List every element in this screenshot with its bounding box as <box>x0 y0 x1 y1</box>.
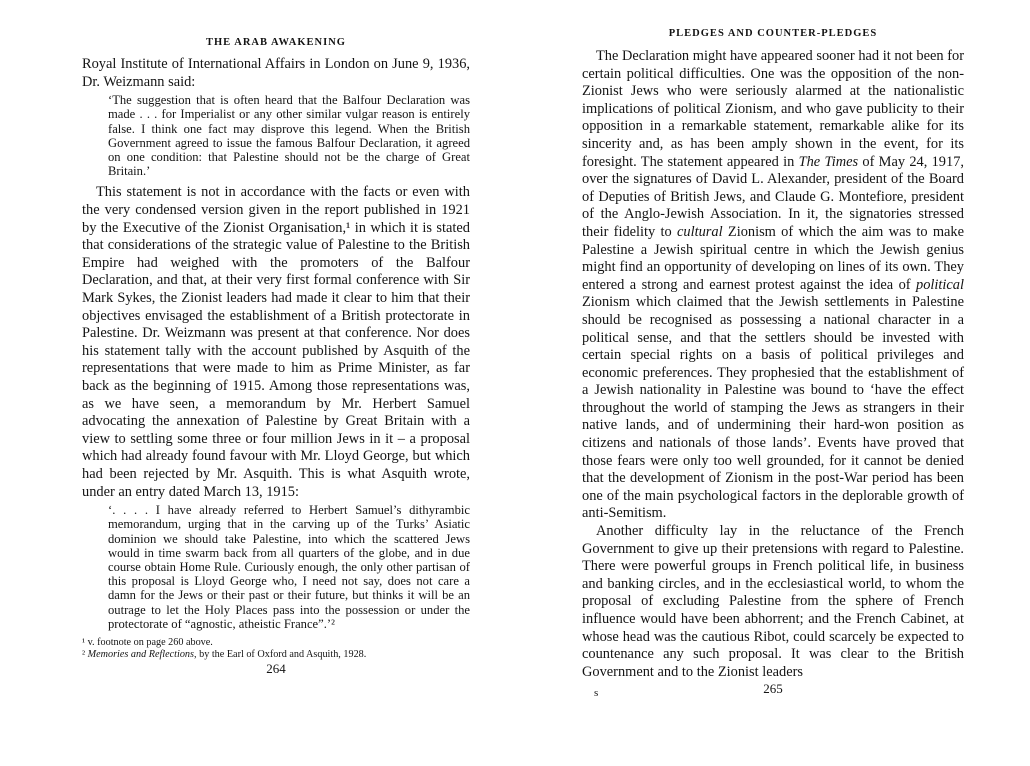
p1-part-d: Zionism which claimed that the Jewish settlements in Palestine should be recognised as possessing a national character in a political sense, and that the settlers should be invested with certain special rights on a basis of political privileges and economic preferences. They prophesied that the establishment of a Jewish nationality in Palestine was bound to ‘have the effect throughout the world of stamping the Jews as strangers in their native lands, and of undermining their hard-won position as citizens and nationals of those lands’. Events have proved that those fears were only too well grounded, for it cannot be denied that the development of Zionism in the post-War period has been one of the main psychological factors in the deplorable growth of anti-Semitism. <box>582 294 964 522</box>
signature-mark: s <box>594 687 599 700</box>
p1-cultural: cultural <box>677 223 723 240</box>
right-page <box>582 0 964 699</box>
body-paragraph-right-2: Another difficulty lay in the reluctance of the French Government to give up their pretensions with regard to Palestine. There were powerful groups in French political life, in business and banking circles, and in the ecclesiastical world, to whom the proposal of excluding Palestine from the sphere of French influence would have been abhorrent; and the French Cabinet, at whose head was the cautious Ribot, could scarcely be expected to countenance any such proposal. It was clear to the British Government and to the Zionist leaders <box>582 523 964 680</box>
p1-political: political <box>916 276 964 293</box>
opening-text: Royal Institute of International Affairs in London on June 9, 1936, Dr. Weizmann said: <box>82 56 470 90</box>
footnote-2-mark: ² <box>82 648 88 660</box>
body-paragraph-left: This statement is not in accordance with the facts or even with the very condensed version given in the report published in 1921 by the Executive of the Zionist Organisation,¹ in which it is stated that considerations of the strategic value of Palestine to the British Empire had weighed with the promoters of the Balfour Declaration, and that, at their very first formal conference with Sir Mark Sykes, the Zionist leaders had made it clear to him that their objectives envisaged the establishment of a British protectorate in Palestine. Dr. Weizmann was present at that conference. Nor does his statement tally with the account published by Asquith of the representations that were made to him as Prime Minister, as far back as the beginning of 1915. Among those representations was, as we have seen, a memorandum by Mr. Herbert Samuel advocating the annexation of Palestine by Great Britain with a view to settling some three or four million Jews in it – a proposal which had already found favour with Mr. Lloyd George, but which had been rejected by Mr. Asquith. This is what Asquith wrote, under an entry dated March 13, 1915: <box>82 184 470 500</box>
p1-part-a: The Declaration might have appeared sooner had it not been for certain political difficulties. One was the opposition of the non-Zionist Jews who were seriously alarmed at the nationalistic implications of political Zionism, and who gave publicity to their opposition in a remarkable statement, remarkable alike for its sincerity and, as has been amply shown in the event, for its foresight. The statement appeared in <box>582 48 964 170</box>
weizmann-quote: ‘The suggestion that is often heard that the Balfour Declaration was made . . . for Imperialist or any other similar vulgar reason is entirely false. I think one fact may disprove this legend. When the British Government agreed to issue the famous Balfour Declaration, it agreed on one condition: that Palestine should not be the charge of Great Britain.’ <box>108 93 470 179</box>
page-number-left: 264 <box>266 660 286 676</box>
left-page <box>82 0 470 677</box>
p1-part-b: of May 24, 1917, over the signatures of David L. Alexander, president of the Board of Deputies of British Jews, and Claude G. Montefiore, president of the Anglo-Jewish Association. In it, the signatories stressed their fidelity to <box>582 153 964 240</box>
right-page-foot <box>582 681 964 699</box>
body-paragraph-right-1 <box>582 48 964 523</box>
p1-part-c: Zionism of which the aim was to make Palestine a Jewish spiritual centre in which the Jewish genius might find an opportunity of developing on lines of its own. They entered a strong and earnest protest against the idea of <box>582 223 965 293</box>
asquith-quote: ‘. . . . I have already referred to Herbert Samuel’s dithyrambic memorandum, urging that in the carving up of the Turks’ Asiatic dominion we should take Palestine, into which the scattered Jews would in time swarm back from all quarters of the globe, and in due course obtain Home Rule. Curiously enough, the only other partisan of this proposal is Lloyd George who, I need not say, does not care a damn for the Jews or their past or their future, but thinks it will be an outrage to let the Holy Places pass into the possession or under the protectorate of “agnostic, atheistic France”.’² <box>108 503 470 631</box>
footnote-1: ¹ v. footnote on page 260 above. <box>82 636 213 648</box>
running-head-right: PLEDGES AND COUNTER-PLEDGES <box>668 28 878 39</box>
footnote-2 <box>82 649 470 661</box>
page-number-right: 265 <box>763 681 783 697</box>
footnote-2-rest: , by the Earl of Oxford and Asquith, 1928. <box>194 648 367 660</box>
p1-times: The Times <box>798 153 859 170</box>
footnotes <box>82 637 470 661</box>
footnote-2-title: Memories and Reflections <box>87 648 194 660</box>
running-head-left: THE ARAB AWAKENING <box>206 37 346 48</box>
